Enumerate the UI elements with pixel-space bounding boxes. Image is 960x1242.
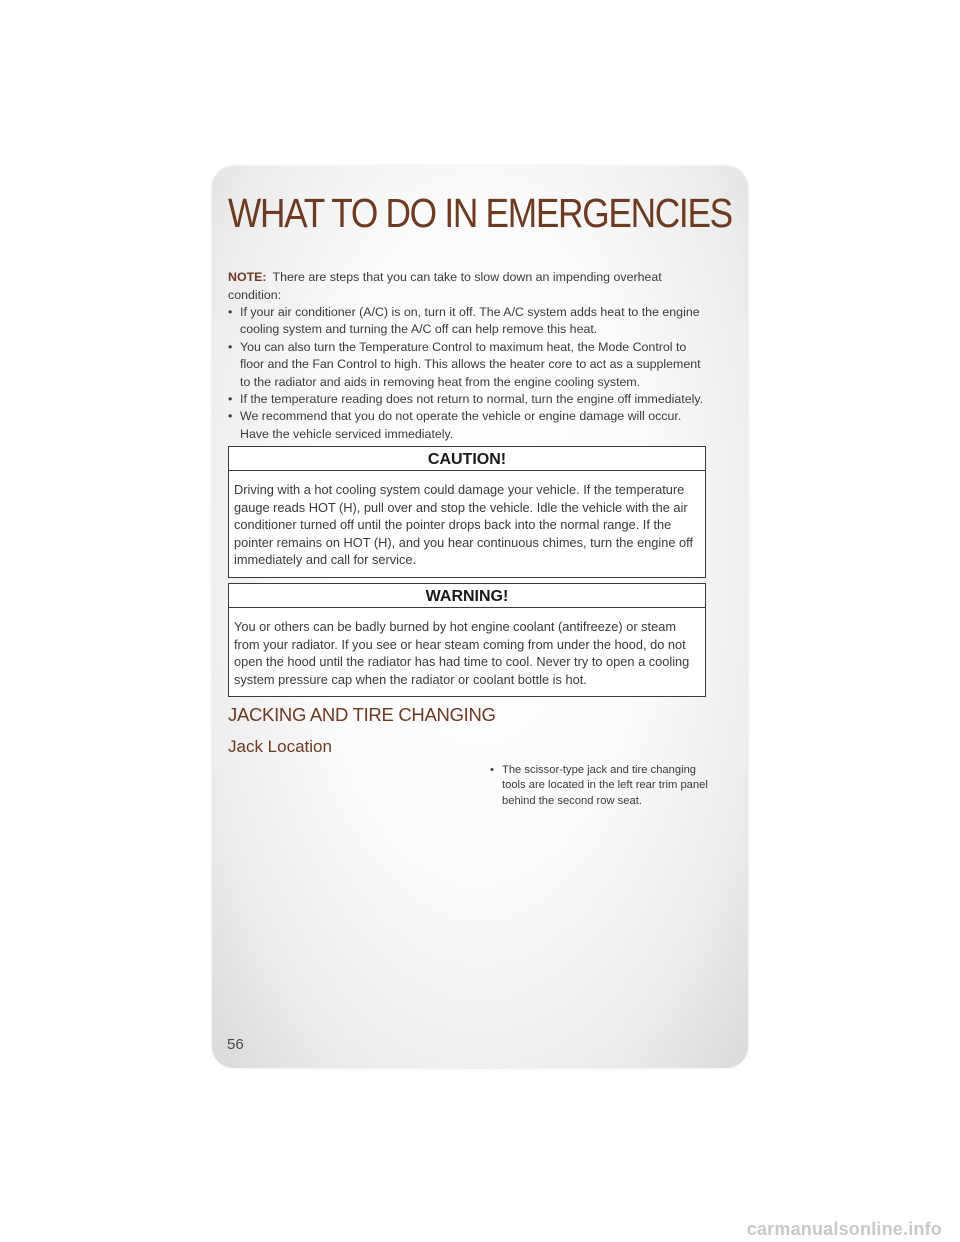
note-section (228, 268, 708, 443)
note-paragraph (228, 268, 708, 304)
jacking-heading: JACKING AND TIRE CHANGING (228, 704, 496, 725)
warning-text: You or others can be badly burned by hot engine coolant (antifreeze) or steam from your radiator. If you see or hear steam coming from under the hood, do not open the hood until the radiator has had time to cool. Never try to open a cooling system pressure cap when the radiator or coolant bottle is hot. (234, 619, 690, 687)
note-text: There are steps that you can take to slow down an impending overheat condition: (228, 270, 662, 302)
bullet-icon: • (228, 409, 233, 424)
warning-title: WARNING! (229, 584, 705, 608)
jack-location-list (478, 763, 710, 809)
caution-box (228, 446, 706, 578)
watermark: carmanualsonline.info (746, 1219, 942, 1239)
warning-box (228, 583, 706, 697)
bullet-icon: • (490, 764, 494, 776)
list-item: • The scissor-type jack and tire changing tools are located in the left rear trim panel behind the second row seat. (490, 764, 708, 807)
note-list (228, 304, 708, 443)
bullet-icon: • (228, 392, 233, 407)
caution-text: Driving with a hot cooling system could damage your vehicle. If the temperature gauge reads HOT (H), pull over and stop the vehicle. Idle the vehicle with the air conditioner turned off until the pointer drops back into the normal range. If the pointer remains on HOT (H), and you hear continuous chimes, turn the engine off immediately and call for service. (234, 482, 694, 568)
list-item: • If the temperature reading does not return to normal, turn the engine off immediately. (228, 391, 708, 408)
jack-location-subheading: Jack Location (228, 737, 332, 756)
bullet-icon: • (228, 305, 233, 319)
list-item: • We recommend that you do not operate the vehicle or engine damage will occur. Have the vehicle serviced immediately. (228, 409, 682, 441)
note-label: NOTE: (228, 270, 267, 284)
page-number: 56 (227, 1036, 244, 1053)
caution-title: CAUTION! (229, 447, 705, 471)
list-item: • If your air conditioner (A/C) is on, turn it off. The A/C system adds heat to the engine cooling system and turning the A/C off can help remove this heat. (228, 305, 700, 337)
list-item: • You can also turn the Temperature Control to maximum heat, the Mode Control to floor and the Fan Control to high. This allows the heater core to act as a supplement to the radiator and aids in removing heat from the engine cooling system. (228, 339, 701, 389)
section-title: WHAT TO DO IN EMERGENCIES (228, 190, 732, 236)
bullet-icon: • (228, 339, 233, 354)
